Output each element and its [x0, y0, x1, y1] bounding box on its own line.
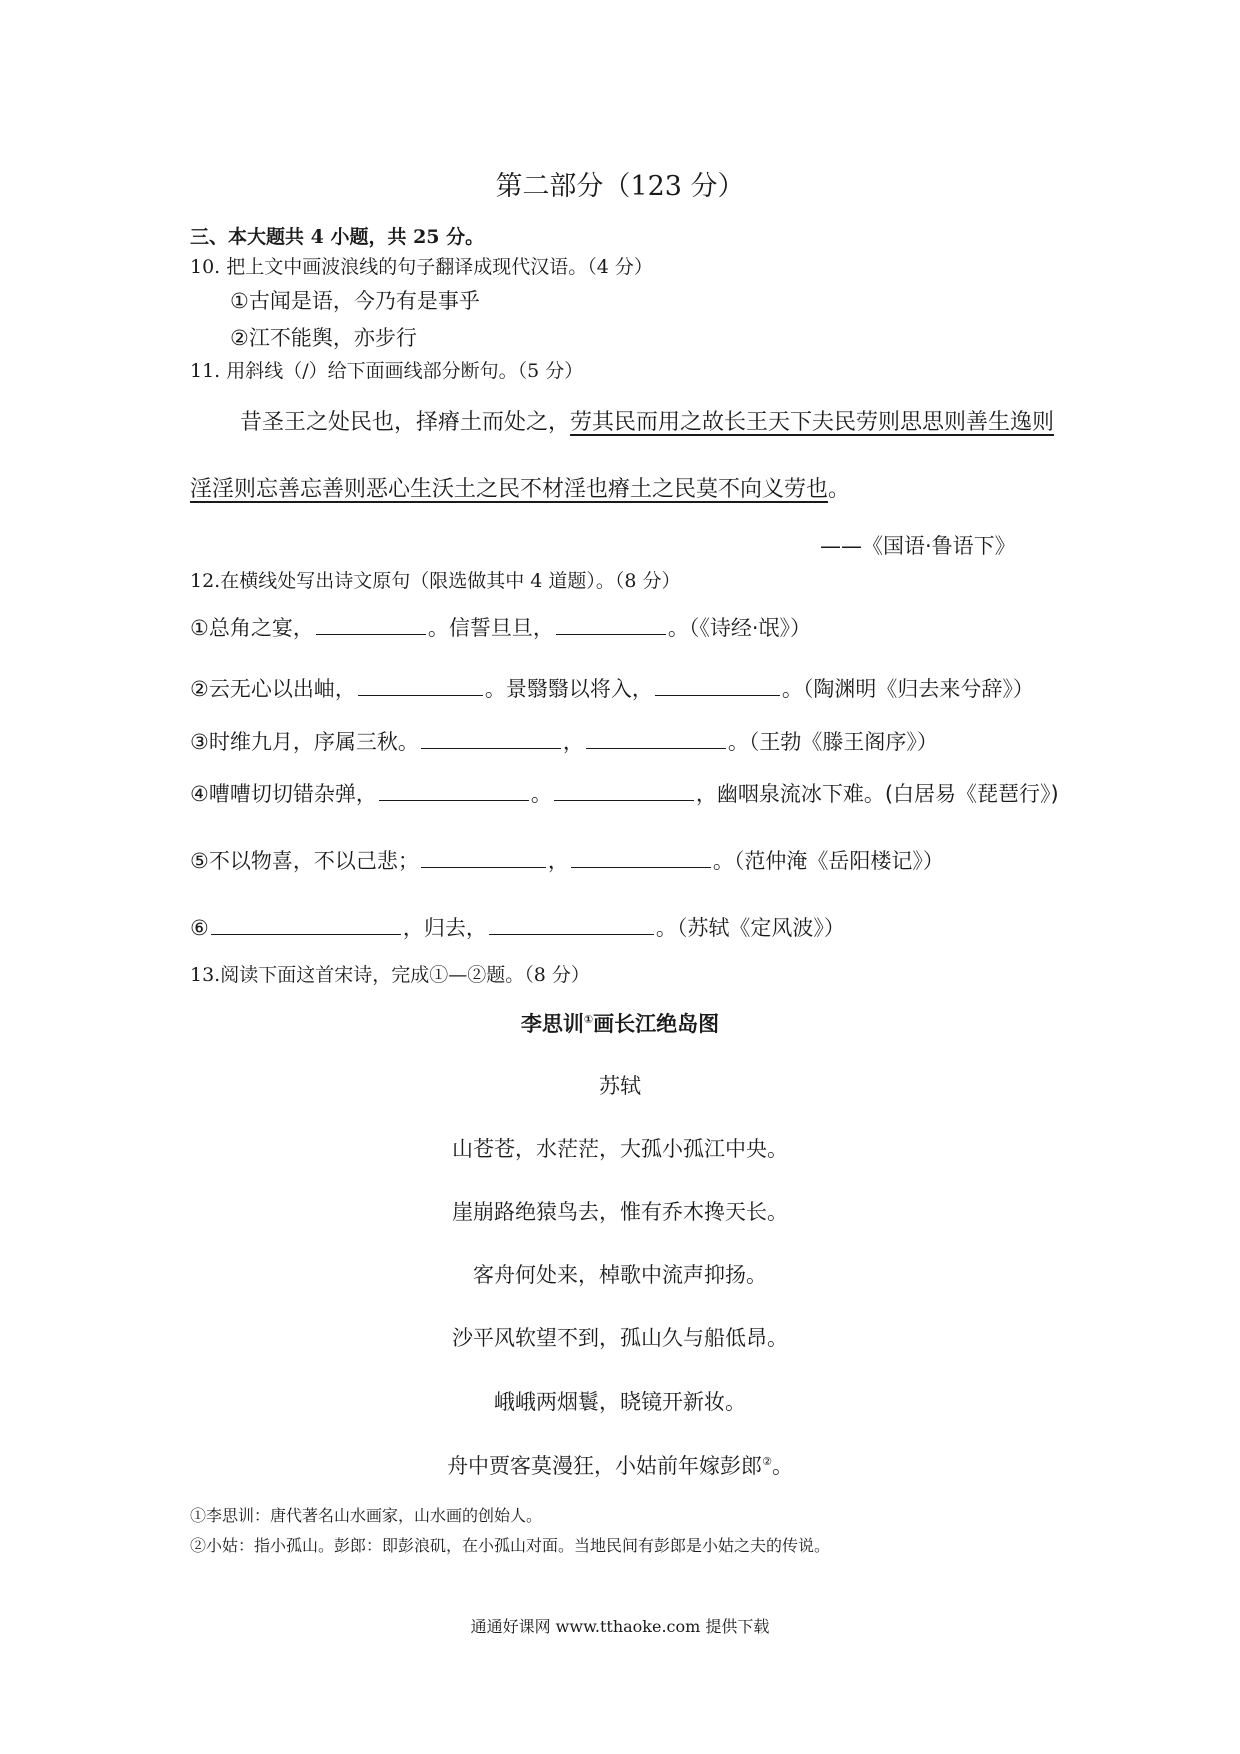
poem-line-3: 客舟何处来，棹歌中流声抑扬。: [473, 1263, 767, 1287]
answer-blank[interactable]: [316, 616, 426, 635]
q12-item-6-text-c: 。（苏轼《定风波》）: [655, 916, 845, 940]
q11-source: ——《国语·鲁语下》: [820, 534, 1016, 558]
q11-passage-line-1: [240, 405, 1054, 436]
answer-blank[interactable]: [586, 730, 726, 749]
q10-item-2: ②江不能舆，亦步行: [230, 326, 417, 350]
poem-line-2: 崖崩路绝猿鸟去，惟有乔木搀天长。: [452, 1200, 788, 1224]
answer-blank[interactable]: [571, 849, 711, 868]
footnote-marker: ①: [583, 1013, 594, 1026]
poem-title: [0, 1008, 1240, 1038]
answer-blank[interactable]: [556, 616, 666, 635]
answer-blank[interactable]: [421, 849, 546, 868]
q12-item-6: [190, 912, 845, 942]
q12-item-1-text-c: 。（《诗经·氓》）: [667, 616, 812, 640]
q11-prompt: 11. 用斜线（/）给下面画线部分断句。（5 分）: [190, 360, 584, 382]
q12-item-3-text-b: ，: [562, 730, 584, 754]
q12-item-3-text-a: ③时维九月，序属三秋。: [190, 730, 419, 754]
footnote-2: ②小姑：指小孤山。彭郎：即彭浪矶，在小孤山对面。当地民间有彭郎是小姑之夫的传说。: [190, 1536, 831, 1555]
q13-prompt: 13.阅读下面这首宋诗，完成①—②题。（8 分）: [190, 964, 590, 986]
q12-item-5-text-a: ⑤不以物喜，不以己悲；: [190, 849, 419, 873]
q11-line-end: 。: [828, 477, 851, 502]
q12-item-3: [190, 726, 938, 756]
poem-line-6-text: 舟中贾客莫漫狂，小姑前年嫁彭郎: [447, 1454, 763, 1478]
q11-underlined-text-1: 劳其民而用之故长王天下夫民劳则思思则善生逸则: [570, 410, 1055, 435]
poem-line-5: 峨峨两烟鬟，晓镜开新妆。: [494, 1390, 746, 1414]
q12-item-5: [190, 845, 944, 875]
page-footer: 通通好课网 www.tthaoke.com 提供下载: [470, 1617, 770, 1636]
footnote-1: ①李思训：唐代著名山水画家，山水画的创始人。: [190, 1506, 543, 1525]
q12-item-2-text-b: 。景翳翳以将入，: [484, 677, 653, 701]
answer-blank[interactable]: [211, 916, 401, 935]
q12-item-4-text-b: 。: [530, 782, 552, 806]
q12-item-1: [190, 612, 811, 642]
q12-item-5-text-b: ，: [547, 849, 569, 873]
q12-item-3-text-c: 。（王勃《滕王阁序》）: [727, 730, 938, 754]
answer-blank[interactable]: [379, 782, 529, 801]
q12-prompt: 12.在横线处写出诗文原句（限选做其中 4 道题）。（8 分）: [190, 570, 681, 592]
section-header: 三、本大题共 4 小题，共 25 分。: [190, 226, 485, 248]
q12-item-2: [190, 673, 1034, 703]
q12-item-6-text-a: ⑥: [190, 916, 209, 940]
answer-blank[interactable]: [655, 677, 780, 696]
poem-line-4: 沙平风软望不到，孤山久与船低昂。: [452, 1326, 788, 1350]
q12-item-2-text-a: ②云无心以出岫，: [190, 677, 356, 701]
part-title: 第二部分（123 分）: [495, 171, 745, 202]
poem-title-part-b: 画长江绝岛图: [593, 1012, 720, 1036]
poem-author: 苏轼: [599, 1074, 641, 1098]
q11-plain-text: 昔圣王之处民也，择瘠土而处之，: [240, 410, 571, 435]
poem-line-6: [0, 1450, 1240, 1480]
poem-title-part-a: 李思训: [520, 1012, 584, 1036]
footnote-marker: ②: [762, 1455, 772, 1468]
poem-line-6-end: 。: [771, 1454, 793, 1478]
q12-item-1-text-b: 。信誓旦旦，: [427, 616, 554, 640]
answer-blank[interactable]: [489, 916, 654, 935]
q11-underlined-text-2: 淫淫则忘善忘善则恶心生沃土之民不材淫也瘠土之民莫不向义劳也: [190, 477, 829, 502]
q10-prompt: 10. 把上文中画波浪线的句子翻译成现代汉语。（4 分）: [190, 256, 653, 278]
q12-item-2-text-c: 。（陶渊明《归去来兮辞》）: [781, 677, 1034, 701]
q11-passage-line-2: [190, 472, 850, 503]
q12-item-4: [190, 778, 1059, 808]
answer-blank[interactable]: [421, 730, 561, 749]
q12-item-5-text-c: 。（范仲淹《岳阳楼记》）: [712, 849, 944, 873]
q12-item-4-text-c: ，幽咽泉流冰下难。(白居易《琵琶行》): [695, 782, 1059, 806]
answer-blank[interactable]: [358, 677, 483, 696]
q12-item-4-text-a: ④嘈嘈切切错杂弹，: [190, 782, 377, 806]
q12-item-1-text-a: ①总角之宴，: [190, 616, 314, 640]
q10-item-1: ①古闻是语，今乃有是事乎: [230, 289, 480, 313]
q12-item-6-text-b: ，归去，: [402, 916, 487, 940]
answer-blank[interactable]: [554, 782, 694, 801]
poem-line-1: 山苍苍，水茫茫，大孤小孤江中央。: [452, 1137, 788, 1161]
